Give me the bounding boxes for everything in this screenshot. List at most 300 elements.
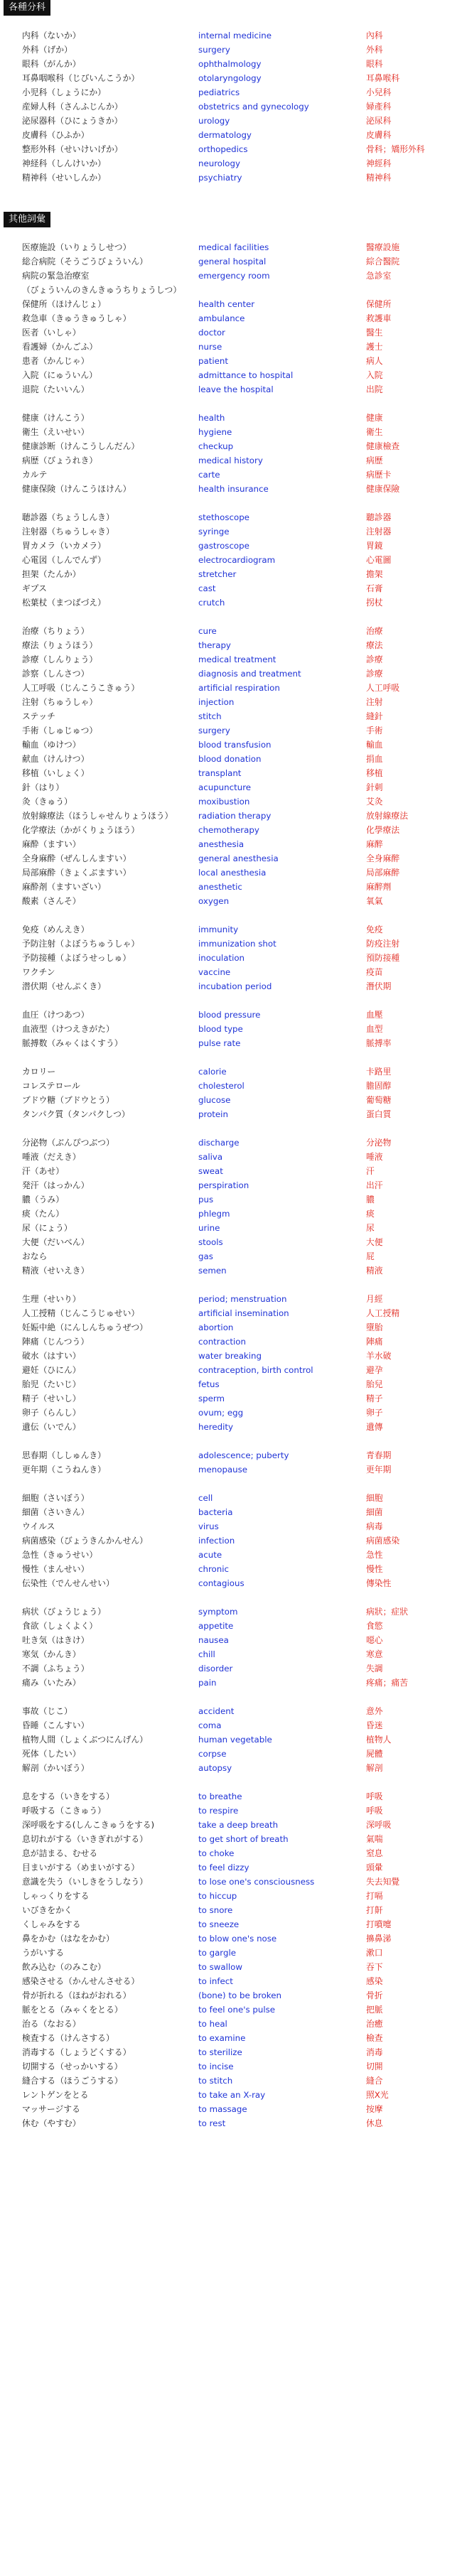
english-term: carte	[198, 470, 220, 480]
japanese-term: 担架（たんか）	[22, 569, 81, 579]
chinese-term: 捐血	[366, 754, 383, 764]
japanese-term: 免疫（めんえき）	[22, 925, 90, 934]
japanese-term: 健康診断（けんこうしんだん）	[22, 441, 140, 451]
english-term: diagnosis and treatment	[198, 669, 301, 679]
vocab-row	[0, 1462, 462, 1477]
japanese-term: 生理（せいり）	[22, 1294, 81, 1304]
japanese-term: 泌尿器科（ひにょうきか）	[22, 116, 123, 126]
english-term: inoculation	[198, 953, 245, 963]
japanese-term: 唾液（だえき）	[22, 1152, 81, 1162]
chinese-term: 疫苗	[366, 967, 383, 977]
japanese-term: 救急車（きゅうきゅうしゃ）	[22, 313, 131, 323]
vocab-row	[0, 1988, 462, 2003]
japanese-term: 麻酔（ますい）	[22, 839, 81, 849]
japanese-term: 消毒する（しょうどくする）	[22, 2047, 131, 2057]
chinese-term: 汗	[366, 1166, 375, 1176]
japanese-term: 脈をとる（みゃくをとる）	[22, 2005, 123, 2015]
chinese-term: 石膏	[366, 583, 383, 593]
chinese-term: 胃鏡	[366, 541, 383, 551]
english-term: crutch	[198, 598, 225, 608]
english-term: to breathe	[198, 1791, 242, 1801]
english-term: blood transfusion	[198, 740, 272, 750]
english-term: take a deep breath	[198, 1820, 279, 1830]
chinese-term: 膿	[366, 1195, 375, 1205]
english-term: oxygen	[198, 896, 230, 906]
english-term: to hiccup	[198, 1891, 237, 1901]
vocab-row	[0, 752, 462, 766]
chinese-term: 人工呼吸	[366, 683, 400, 693]
vocab-row	[0, 1065, 462, 1079]
chinese-term: 蛋白質	[366, 1109, 392, 1119]
japanese-term: 針（はり）	[22, 782, 64, 792]
english-term: phlegm	[198, 1209, 230, 1219]
japanese-term: タンパク質（タンパクしつ）	[22, 1109, 130, 1119]
chinese-term: 小兒科	[366, 87, 392, 97]
vocab-row	[0, 1008, 462, 1022]
vocab-row	[0, 1448, 462, 1462]
vocab-row	[0, 567, 462, 581]
japanese-term: 息が詰まる、むせる	[22, 1848, 98, 1858]
vocab-row	[0, 128, 462, 142]
japanese-term: 検査する（けんさする）	[22, 2033, 114, 2043]
chinese-term: 艾灸	[366, 797, 383, 807]
english-term: doctor	[198, 328, 225, 338]
chinese-term: 拐杖	[366, 598, 383, 608]
english-term: to swallow	[198, 1962, 243, 1972]
vocab-row	[0, 1860, 462, 1875]
chinese-term: 聽診器	[366, 512, 392, 522]
english-term: virus	[198, 1521, 219, 1531]
english-term: injection	[198, 697, 235, 707]
english-term: to blow one's nose	[198, 1934, 277, 1944]
japanese-term: 精液（せいえき）	[22, 1266, 90, 1276]
chinese-term: 切開	[366, 2062, 383, 2071]
vocab-row	[0, 1164, 462, 1178]
english-term: hygiene	[198, 427, 232, 437]
vocab-row	[0, 894, 462, 908]
chinese-term: 皮膚科	[366, 130, 392, 140]
vocab-row	[0, 1036, 462, 1050]
japanese-term: 慢性（まんせい）	[22, 1564, 90, 1574]
japanese-term: コレステロール	[22, 1081, 80, 1091]
japanese-term: 治療（ちりょう）	[22, 626, 90, 636]
vocab-row	[0, 2003, 462, 2017]
japanese-term: 更年期（こうねんき）	[22, 1465, 106, 1475]
japanese-term: 病歴（びょうれき）	[22, 456, 98, 465]
english-term: bacteria	[198, 1507, 233, 1517]
vocab-row	[0, 453, 462, 468]
japanese-term: ワクチン	[22, 967, 55, 977]
vocab-row	[0, 1420, 462, 1434]
japanese-term: 神経科（しんけいか）	[22, 158, 106, 168]
chinese-term: 精子	[366, 1394, 383, 1403]
english-term: acupuncture	[198, 782, 252, 792]
chinese-term: 健康保險	[366, 484, 400, 494]
japanese-term: ステッチ	[22, 711, 55, 721]
english-term: pain	[198, 1678, 217, 1688]
vocab-row	[0, 1903, 462, 1917]
japanese-term: 植物人間（しょくぶつにんげん）	[22, 1735, 148, 1745]
japanese-term: 産婦人科（さんふじんか）	[22, 102, 123, 112]
vocab-row	[0, 1747, 462, 1761]
japanese-term: おなら	[22, 1251, 48, 1261]
english-term: chronic	[198, 1564, 230, 1574]
vocab-row	[0, 1263, 462, 1278]
english-term: menopause	[198, 1465, 248, 1475]
vocab-row	[0, 368, 462, 382]
vocab-row	[0, 965, 462, 979]
chinese-term: 注射	[366, 697, 383, 707]
english-term: to respire	[198, 1806, 239, 1816]
chinese-term: 屍體	[366, 1749, 383, 1759]
vocab-row	[0, 780, 462, 794]
vocab-row	[0, 510, 462, 524]
chinese-term: 昏迷	[366, 1720, 383, 1730]
english-term: neurology	[198, 158, 240, 168]
english-term: cell	[198, 1493, 213, 1503]
japanese-term: 心電図（しんでんず）	[22, 555, 106, 565]
japanese-term: 聴診器（ちょうしんき）	[22, 512, 114, 522]
english-term: anesthesia	[198, 839, 245, 849]
japanese-term: 患者（かんじゃ）	[22, 356, 90, 366]
vocab-row	[0, 652, 462, 667]
chinese-term: 潛伏期	[366, 981, 392, 991]
vocab-row	[0, 468, 462, 482]
english-term: syringe	[198, 527, 230, 537]
japanese-term: 破水（はすい）	[22, 1351, 81, 1361]
english-term: sweat	[198, 1166, 223, 1176]
english-term: to get short of breath	[198, 1834, 289, 1844]
chinese-term: 寒意	[366, 1649, 383, 1659]
chinese-term: 眼科	[366, 59, 383, 69]
vocab-row	[0, 1761, 462, 1775]
chinese-term: 屁	[366, 1251, 375, 1261]
japanese-term: 縫合する（ほうごうする）	[22, 2076, 123, 2086]
japanese-term: 移植（いしょく）	[22, 768, 90, 778]
japanese-term: 内科（ないか）	[22, 31, 81, 41]
chinese-term: 保健所	[366, 299, 392, 309]
chinese-term: 綜合醫院	[366, 257, 400, 266]
vocab-row	[0, 382, 462, 397]
chinese-term: 輸血	[366, 740, 383, 750]
vocab-row	[0, 2074, 462, 2088]
japanese-term: 衛生（えいせい）	[22, 427, 90, 437]
japanese-term: 予防注射（よぼうちゅうしゃ）	[22, 939, 140, 949]
chinese-term: 病人	[366, 356, 383, 366]
chinese-term: 墮胎	[366, 1322, 383, 1332]
vocab-row	[0, 1548, 462, 1562]
english-term: medical history	[198, 456, 263, 465]
vocab-row	[0, 1562, 462, 1576]
english-term: human vegetable	[198, 1735, 272, 1745]
vocab-row	[0, 340, 462, 354]
chinese-term: 陣痛	[366, 1337, 383, 1347]
english-term: saliva	[198, 1152, 223, 1162]
english-term: health	[198, 413, 225, 423]
vocab-row	[0, 723, 462, 738]
japanese-term: 急性（きゅうせい）	[22, 1550, 98, 1560]
japanese-term: カロリー	[22, 1067, 56, 1077]
english-term: checkup	[198, 441, 234, 451]
japanese-term: 発汗（はっかん）	[22, 1180, 90, 1190]
english-term: local anesthesia	[198, 868, 267, 878]
english-term: ophthalmology	[198, 59, 262, 69]
english-term: semen	[198, 1266, 227, 1276]
chinese-term: 噁心	[366, 1635, 383, 1645]
vocab-row	[0, 354, 462, 368]
vocab-row	[0, 1292, 462, 1306]
chinese-term: 胎兒	[366, 1379, 383, 1389]
vocab-row	[0, 1306, 462, 1320]
vocab-row	[0, 1704, 462, 1718]
vocab-row	[0, 2017, 462, 2031]
japanese-term: うがいする	[22, 1948, 64, 1958]
japanese-term: 精子（せいし）	[22, 1394, 81, 1403]
japanese-term: 胃カメラ（いカメラ）	[22, 541, 106, 551]
english-term: orthopedics	[198, 144, 248, 154]
chinese-term: 化學療法	[366, 825, 400, 835]
vocab-row	[0, 1619, 462, 1633]
chinese-term: 衛生	[366, 427, 383, 437]
english-term: corpse	[198, 1749, 227, 1759]
japanese-term: 尿（にょう）	[22, 1223, 72, 1233]
chinese-term: 外科	[366, 45, 383, 55]
japanese-term: 切開する（せっかいする）	[22, 2062, 123, 2071]
english-term: to sneeze	[198, 1919, 240, 1929]
vocab-row	[0, 1377, 462, 1391]
english-term: to rest	[198, 2118, 226, 2128]
chinese-term: 移植	[366, 768, 383, 778]
chinese-term: 漱口	[366, 1948, 383, 1958]
chinese-term: 婦產科	[366, 102, 392, 112]
vocab-row	[0, 99, 462, 114]
english-term: to take an X-ray	[198, 2090, 266, 2100]
vocab-row	[0, 1519, 462, 1534]
chinese-term: 療法	[366, 640, 383, 650]
chinese-term: 擤鼻涕	[366, 1934, 392, 1944]
japanese-term: 輸血（ゆけつ）	[22, 740, 81, 750]
japanese-term: 診療（しんりょう）	[22, 654, 98, 664]
english-term: period; menstruation	[198, 1294, 287, 1304]
chinese-term: 窒息	[366, 1848, 383, 1858]
vocab-row	[0, 1676, 462, 1690]
vocab-row	[0, 1732, 462, 1747]
japanese-term: 献血（けんけつ）	[22, 754, 90, 764]
japanese-term: 昏睡（こんすい）	[22, 1720, 90, 1730]
english-term: to lose one's consciousness	[198, 1877, 315, 1887]
english-term: gastroscope	[198, 541, 249, 551]
japanese-term: 放射線療法（ほうしゃせんりょうほう）	[22, 811, 173, 821]
vocab-row	[0, 114, 462, 128]
vocab-row	[0, 1818, 462, 1832]
vocab-row	[0, 581, 462, 596]
chinese-term: 縫針	[366, 711, 383, 721]
chinese-term: 精神科	[366, 173, 392, 183]
vocab-row	[0, 1718, 462, 1732]
vocab-row	[0, 1804, 462, 1818]
vocab-row	[0, 2031, 462, 2045]
chinese-term: 感染	[366, 1976, 383, 1986]
japanese-term: 脈搏数（みゃくはくすう）	[22, 1038, 123, 1048]
chinese-term: 病歷卡	[366, 470, 392, 480]
vocab-row	[0, 2102, 462, 2116]
chinese-term: 縫合	[366, 2076, 383, 2086]
chinese-term: 脈搏率	[366, 1038, 392, 1048]
japanese-term: 細菌（さいきん）	[22, 1507, 90, 1517]
english-term: chemotherapy	[198, 825, 259, 835]
japanese-term: 呼吸する（こきゅう）	[22, 1806, 106, 1816]
vocab-row	[0, 837, 462, 851]
japanese-term: くしゃみをする	[22, 1919, 81, 1929]
chinese-term: 健康	[366, 413, 383, 423]
vocab-row	[0, 1192, 462, 1207]
english-term: general hospital	[198, 257, 267, 266]
japanese-term: 不調（ふちょう）	[22, 1664, 90, 1674]
english-term: leave the hospital	[198, 384, 274, 394]
japanese-term: 皮膚科（ひふか）	[22, 130, 90, 140]
japanese-term: 卵子（らんし）	[22, 1408, 81, 1418]
japanese-term: 感染させる（かんせんさせる）	[22, 1976, 140, 1986]
chinese-term: 呼吸	[366, 1806, 383, 1816]
chinese-term: 治療	[366, 626, 383, 636]
japanese-term: 診察（しんさつ）	[22, 669, 90, 679]
chinese-term: 護士	[366, 342, 383, 352]
chinese-term: 擔架	[366, 569, 383, 579]
section-title: 其他詞彙	[4, 212, 50, 227]
chinese-term: 注射器	[366, 527, 392, 537]
japanese-term: 汗（あせ）	[22, 1166, 64, 1176]
english-term: (bone) to be broken	[198, 1990, 281, 2000]
vocab-row	[0, 851, 462, 866]
english-term: pulse rate	[198, 1038, 241, 1048]
english-term: stools	[198, 1237, 223, 1247]
vocab-row	[0, 142, 462, 156]
vocab-row	[0, 766, 462, 780]
japanese-term: 細胞（さいぼう）	[22, 1493, 90, 1503]
japanese-term: 松葉杖（まつばづえ）	[22, 598, 106, 608]
japanese-term: ブドウ糖（ブドウとう）	[22, 1095, 114, 1105]
chinese-term: 解剖	[366, 1763, 383, 1773]
vocab-row	[0, 596, 462, 610]
chinese-term: 細菌	[366, 1507, 383, 1517]
japanese-term: 医療施設（いりょうしせつ）	[22, 242, 131, 252]
vocab-row	[0, 1974, 462, 1988]
english-term: disorder	[198, 1664, 233, 1674]
chinese-term: 遺傳	[366, 1422, 383, 1432]
english-term: to examine	[198, 2033, 246, 2043]
japanese-term: ギプス	[22, 583, 47, 593]
japanese-term: 保健所（ほけんじょ）	[22, 299, 106, 309]
vocab-row	[0, 71, 462, 85]
vocab-row	[0, 1178, 462, 1192]
japanese-term: 深呼吸をする(しんこきゅうをする)	[22, 1820, 155, 1830]
chinese-term: 血型	[366, 1024, 383, 1034]
chinese-term: 打鼾	[366, 1905, 383, 1915]
english-term: adolescence; puberty	[198, 1450, 289, 1460]
english-term: chill	[198, 1649, 215, 1659]
vocab-row	[0, 524, 462, 539]
chinese-term: 麻醉	[366, 839, 383, 849]
english-term: otolaryngology	[198, 73, 262, 83]
japanese-term: 病院の緊急治療室	[22, 271, 90, 281]
english-term: blood type	[198, 1024, 243, 1034]
japanese-term: 治る（なおる）	[22, 2019, 81, 2029]
chinese-term: 打嗝	[366, 1891, 383, 1901]
english-term: symptom	[198, 1607, 238, 1617]
vocab-row	[0, 2088, 462, 2102]
english-term: to infect	[198, 1976, 233, 1986]
japanese-term: 食欲（しょくよく）	[22, 1621, 98, 1631]
vocab-row	[0, 57, 462, 71]
vocab-row	[0, 1136, 462, 1150]
english-term: psychiatry	[198, 173, 242, 183]
japanese-term: 酸素（さんそ）	[22, 896, 81, 906]
english-term: gas	[198, 1251, 213, 1261]
chinese-term: 檢查	[366, 2033, 383, 2043]
chinese-term: 入院	[366, 370, 383, 380]
vocab-row	[0, 1661, 462, 1676]
chinese-term: 防疫注射	[366, 939, 400, 949]
japanese-term: 事故（じこ）	[22, 1706, 72, 1716]
english-term: medical facilities	[198, 242, 269, 252]
chinese-term: 把脈	[366, 2005, 383, 2015]
chinese-term: 全身麻醉	[366, 853, 400, 863]
english-term: dermatology	[198, 130, 252, 140]
vocab-row	[0, 269, 462, 283]
english-term: accident	[198, 1706, 235, 1716]
english-term: nurse	[198, 342, 222, 352]
vocab-row	[0, 2116, 462, 2130]
japanese-term: 予防接種（よぼうせっしゅ）	[22, 953, 131, 963]
section-title: 各種分科	[4, 0, 50, 16]
vocab-row	[0, 2045, 462, 2059]
english-term: medical treatment	[198, 654, 276, 664]
japanese-term: レントゲンをとる	[22, 2090, 89, 2100]
chinese-term: 葡萄糖	[366, 1095, 392, 1105]
english-term: surgery	[198, 45, 230, 55]
japanese-term: 寒気（かんき）	[22, 1649, 81, 1659]
japanese-term: 痰（たん）	[22, 1209, 64, 1219]
japanese-term: 鼻をかむ（はなをかむ）	[22, 1934, 114, 1944]
japanese-term: 注射（ちゅうしゃ）	[22, 697, 98, 707]
chinese-term: 放射線療法	[366, 811, 408, 821]
chinese-term: 避孕	[366, 1365, 383, 1375]
vocab-row	[0, 482, 462, 496]
english-term: protein	[198, 1109, 228, 1119]
japanese-term: 遺伝（いでん）	[22, 1422, 81, 1432]
english-term: to feel one's pulse	[198, 2005, 276, 2015]
japanese-term: 息切れがする（いきぎれがする）	[22, 1834, 148, 1844]
vocab-row	[0, 1249, 462, 1263]
chinese-term: 慢性	[366, 1564, 383, 1574]
vocab-row	[0, 1235, 462, 1249]
english-term: general anesthesia	[198, 853, 279, 863]
english-term: blood donation	[198, 754, 262, 764]
chinese-term: 深呼吸	[366, 1820, 392, 1830]
english-term: acute	[198, 1550, 222, 1560]
japanese-term: 病状（びょうじょう）	[22, 1607, 106, 1617]
japanese-term: 療法（りょうほう）	[22, 640, 98, 650]
vocab-row	[0, 1335, 462, 1349]
chinese-term: 羊水破	[366, 1351, 392, 1361]
chinese-term: 卵子	[366, 1408, 383, 1418]
japanese-term: 伝染性（でんせんせい）	[22, 1578, 114, 1588]
english-term: admittance to hospital	[198, 370, 294, 380]
japanese-term: 思春期（ししゅんき）	[22, 1450, 106, 1460]
chinese-term: 唾液	[366, 1152, 383, 1162]
chinese-term: 病菌感染	[366, 1536, 400, 1546]
vocab-row	[0, 1093, 462, 1107]
